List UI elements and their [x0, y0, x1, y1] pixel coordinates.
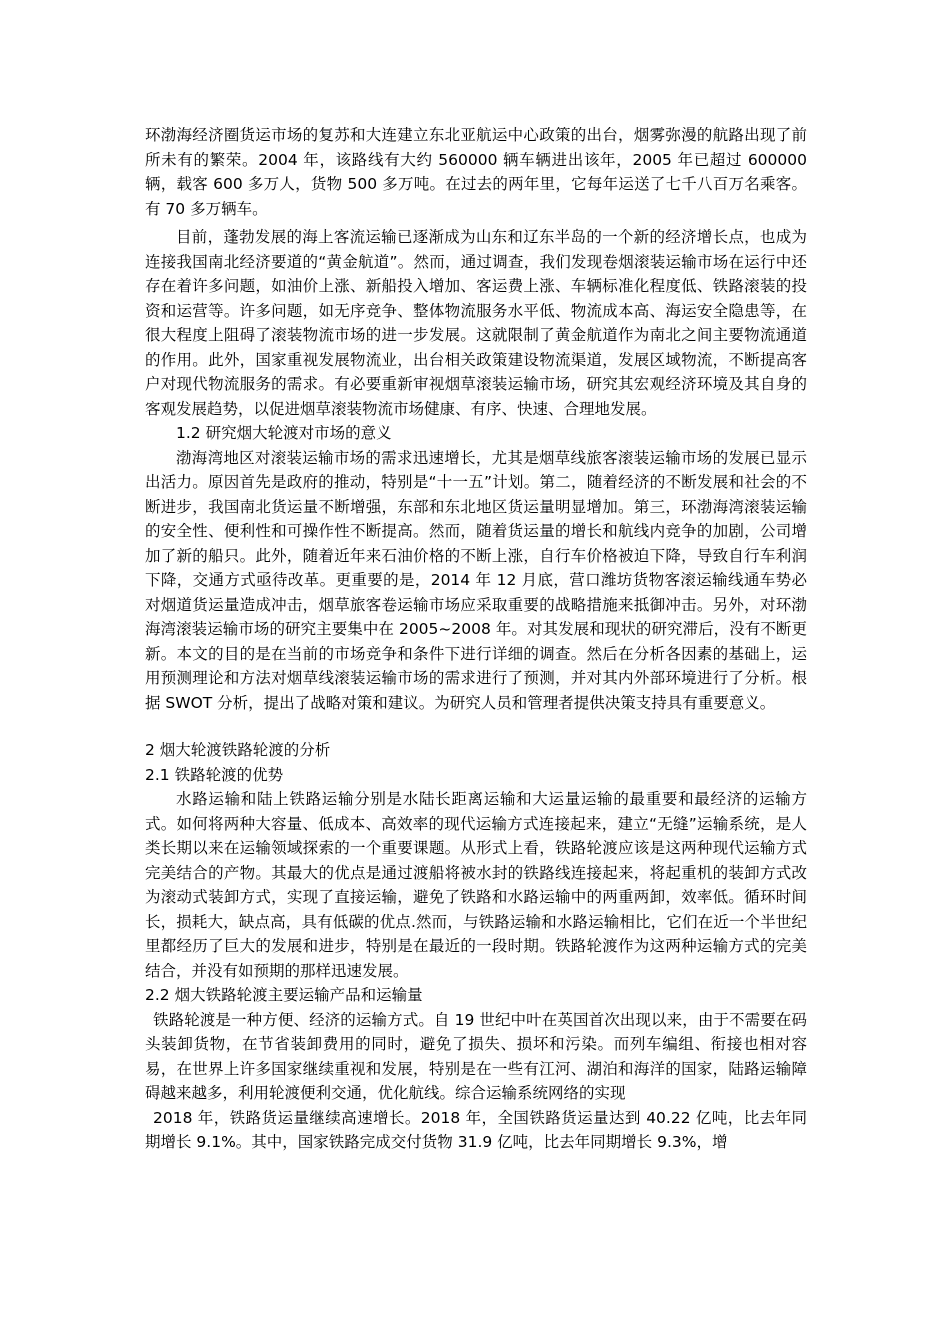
section-heading-2-1: 2.1 铁路轮渡的优势	[145, 765, 284, 784]
paragraph-ferry-advantages: 水路运输和陆上铁路运输分别是水陆长距离运输和大运量运输的最重要和最经济的运输方式。如何将两种大容量、低成本、高效率的现代运输方式连接起来，建立“无缝”运输系统，是人类长期以来在运输领域探索的一个重要课题。从形式上看，铁路轮渡应该是这两种现代运输方式完美结合的产物。其最大的优点是通过渡船将被水封的铁路线连接起来，将起重机的装卸方式改为滚动式装卸方式，实现了直接运输，避免了铁路和水路运输中的两重两卸，效率低。循环时间长，损耗大，缺点高，具有低碳的优点.然而，与铁路运输和水路运输相比，它们在近一个半世纪里都经历了巨大的发展和进步，特别是在最近的一段时期。铁路轮渡作为这两种运输方式的完美结合，并没有如预期的那样迅速发展。	[145, 790, 807, 980]
section-heading-2-2: 2.2 烟大铁路轮渡主要运输产品和运输量	[145, 986, 423, 1004]
paragraph-current-status: 目前，蓬勃发展的海上客流运输已逐渐成为山东和辽东半岛的一个新的经济增长点，也成为连接我国南北经济要道的“黄金航道”。然而，通过调查，我们发现卷烟滚装运输市场在运行中还存在着许多问题，如油价上涨、新船投入增加、客运费上涨、车辆标准化程度低、铁路滚装的投资和运营等。许多问题，如无序竞争、整体物流服务水平低、物流成本高、海运安全隐患等，在很大程度上阻碍了滚装物流市场的进一步发展。这就限制了黄金航道作为南北之间主要物流通道的作用。此外，国家重视发展物流业，出台相关政策建设物流渠道，发展区域物流，不断提高客户对现代物流服务的需求。有必要重新审视烟草滚装运输市场，研究其宏观经济环境及其自身的客观发展趋势，以促进烟草滚装物流市场健康、有序、快速、合理地发展。	[145, 228, 807, 418]
section-heading-1-2: 1.2 研究烟大轮渡对市场的意义	[176, 424, 392, 442]
spacer	[145, 715, 807, 738]
paragraph-market-significance: 渤海湾地区对滚装运输市场的需求迅速增长，尤其是烟草线旅客滚装运输市场的发展已显示出活力。原因首先是政府的推动，特别是“十一五”计划。第二，随着经济的不断发展和社会的不断进步，我国南北货运量不断增强，东部和东北地区货运量明显增加。第三，环渤海湾滚装运输的安全性、便利性和可操作性不断提高。然而，随着货运量的增长和航线内竞争的加剧，公司增加了新的船只。此外，随着近年来石油价格的不断上涨，自行车价格被迫下降，导致自行车利润下降，交通方式亟待改革。更重要的是，2014 年 12 月底，营口潍坊货物客滚运输线通车势必对烟道货运量造成冲击，烟草旅客卷运输市场应采取重要的战略措施来抵御冲击。另外，对环渤海湾滚装运输市场的研究主要集中在 2005~2008 年。对其发展和现状的研究滞后，没有不断更新。本文的目的是在当前的市场竞争和条件下进行详细的调查。然后在分析各因素的基础上，运用预测理论和方法对烟草线滚装运输市场的需求进行了预测，并对其内外部环境进行了分析。根据 SWOT 分析，提出了战略对策和建议。为研究人员和管理者提供决策支持具有重要意义。	[145, 448, 807, 712]
paragraph-ferry-history: 铁路轮渡是一种方便、经济的运输方式。自 19 世纪中叶在英国首次出现以来，由于不需要在码头装卸货物，在节省装卸费用的同时，避免了损失、损坏和污染。而列车编组、衔接也相对容易，在世界上许多国家继续重视和发展，特别是在一些有江河、湖泊和海洋的国家，陆路运输障碍越来越多，利用轮渡便利交通，优化航线。综合运输系统网络的实现	[145, 1010, 807, 1102]
paragraph-port-market: 环渤海经济圈货运市场的复苏和大连建立东北亚航运中心政策的出台，烟雾弥漫的航路出现了前所未有的繁荣。2004 年，该路线有大约 560000 辆车辆进出该年，2005 年已超过 600000 辆，载客 600 多万人，货物 500 多万吨。在过去的两年里，它每年运送了七千八百万名乘客。有 70 多万辆车。	[145, 126, 807, 218]
document-body	[145, 123, 807, 1155]
section-heading-2: 2 烟大轮渡铁路轮渡的分析	[145, 741, 331, 759]
paragraph-freight-2018: 2018 年，铁路货运量继续高速增长。2018 年，全国铁路货运量达到 40.22 亿吨，比去年同期增长 9.1%。其中，国家铁路完成交付货物 31.9 亿吨，比去年同期增长 9.3%，增	[145, 1108, 807, 1151]
